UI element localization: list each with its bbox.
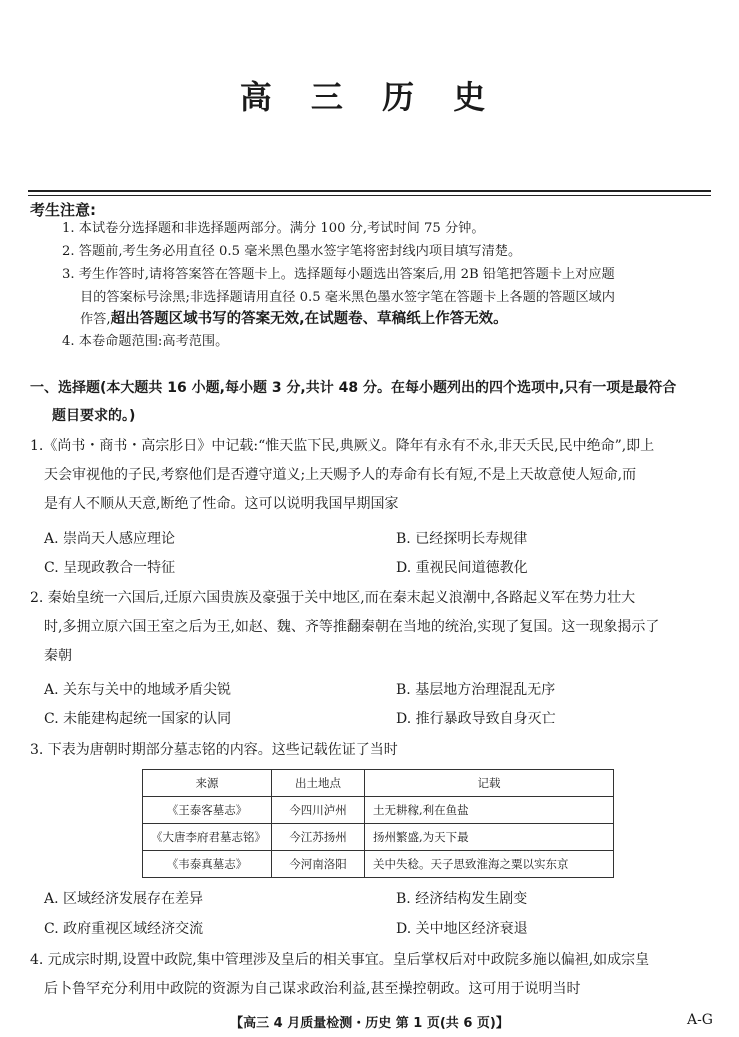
- option-b: B. 基层地方治理混乱无序: [396, 682, 556, 698]
- notice-item: 1. 本试卷分选择题和非选择题两部分。满分 100 分,考试时间 75 分钟。: [62, 221, 485, 236]
- table-header: 出土地点: [272, 770, 365, 797]
- option-a: A. 关东与关中的地域矛盾尖锐: [44, 682, 232, 698]
- page-footer: 【高三 4 月质量检测・历史 第 1 页(共 6 页)】: [230, 1016, 509, 1031]
- option-d: D. 关中地区经济衰退: [396, 921, 528, 937]
- page-title: 高 三 历 史: [239, 78, 500, 116]
- table-row: [143, 851, 614, 878]
- inscription-table: [142, 769, 614, 878]
- question-4-line: 4. 元成宗时期,设置中政院,集中管理涉及皇后的相关事宜。皇后掌权后对中政院多施以偏袒,如成宗皇: [30, 952, 650, 968]
- table-row: [143, 797, 614, 824]
- question-1-line: 天会审视他的子民,考察他们是否遵守道义;上天赐予人的寿命有长有短,不是上天故意使人短命,而: [44, 467, 637, 483]
- option-d: D. 推行暴政导致自身灭亡: [396, 711, 556, 727]
- table-header: 记载: [365, 770, 614, 797]
- option-d: D. 重视民间道德教化: [396, 560, 528, 576]
- table-row: [143, 824, 614, 851]
- table-cell: 《王泰客墓志》: [143, 797, 272, 824]
- table-cell: 土无耕稼,利在鱼盐: [365, 797, 614, 824]
- section-heading-cont: 题目要求的。): [52, 408, 136, 424]
- notice-item: 目的答案标号涂黑;非选择题请用直径 0.5 毫米黑色墨水签字笔在答题卡上各题的答题区域内: [80, 290, 615, 305]
- question-1-line: 1.《尚书・商书・高宗肜日》中记载:“惟天监下民,典厥义。降年有永有不永,非天夭民,民中绝命”,即上: [30, 438, 655, 454]
- table-header-row: [143, 770, 614, 797]
- question-4-line: 后卜鲁罕充分利用中政院的资源为自己谋求政治利益,甚至操控朝政。这可用于说明当时: [44, 981, 581, 997]
- table-cell: 扬州繁盛,为天下最: [365, 824, 614, 851]
- table-header: 来源: [143, 770, 272, 797]
- table-cell: 今江苏扬州: [272, 824, 365, 851]
- option-b: B. 经济结构发生剧变: [396, 891, 528, 907]
- notice-item: [80, 308, 712, 331]
- notice-item-part: 作答,: [80, 312, 111, 327]
- notice-heading: 考生注意:: [30, 201, 96, 219]
- notice-item: 2. 答题前,考生务必用直径 0.5 毫米黑色墨水签字笔将密封线内项目填写清楚。: [62, 244, 522, 259]
- option-c: C. 未能建构起统一国家的认同: [44, 711, 232, 727]
- option-c: C. 呈现政教合一特征: [44, 560, 176, 576]
- option-c: C. 政府重视区域经济交流: [44, 921, 204, 937]
- table-cell: 今四川泸州: [272, 797, 365, 824]
- notice-item: 4. 本卷命题范围:高考范围。: [62, 334, 229, 349]
- table-cell: 关中失稔。天子思致淮海之粟以实东京: [365, 851, 614, 878]
- notice-item: 3. 考生作答时,请将答案答在答题卡上。选择题每小题选出答案后,用 2B 铅笔把答题卡上对应题: [62, 267, 615, 282]
- question-2-line: 时,多拥立原六国王室之后为王,如赵、魏、齐等推翻秦朝在当地的统治,实现了复国。这一现象揭示了: [44, 619, 660, 635]
- question-1-line: 是有人不顺从天意,断绝了性命。这可以说明我国早期国家: [44, 496, 399, 512]
- option-a: A. 区域经济发展存在差异: [44, 891, 204, 907]
- table-cell: 《大唐李府君墓志铭》: [143, 824, 272, 851]
- option-a: A. 崇尚天人感应理论: [44, 531, 176, 547]
- question-2-line: 秦朝: [44, 648, 72, 664]
- question-2-line: 2. 秦始皇统一六国后,迁原六国贵族及豪强于关中地区,而在秦末起义浪潮中,各路起义军在势力壮大: [30, 590, 636, 606]
- divider-thick: [28, 190, 711, 192]
- section-heading: 一、选择题(本大题共 16 小题,每小题 3 分,共计 48 分。在每小题列出的四个选项中,只有一项是最符合: [30, 380, 677, 396]
- table-cell: 今河南洛阳: [272, 851, 365, 878]
- paper-code: A-G: [686, 1012, 713, 1028]
- option-b: B. 已经探明长寿规律: [396, 531, 528, 547]
- question-3-line: 3. 下表为唐朝时期部分墓志铭的内容。这些记载佐证了当时: [30, 742, 398, 758]
- divider-thin: [28, 195, 711, 196]
- table-cell: 《韦泰真墓志》: [143, 851, 272, 878]
- notice-emphasis: 超出答题区域书写的答案无效,在试题卷、草稿纸上作答无效。: [110, 311, 508, 327]
